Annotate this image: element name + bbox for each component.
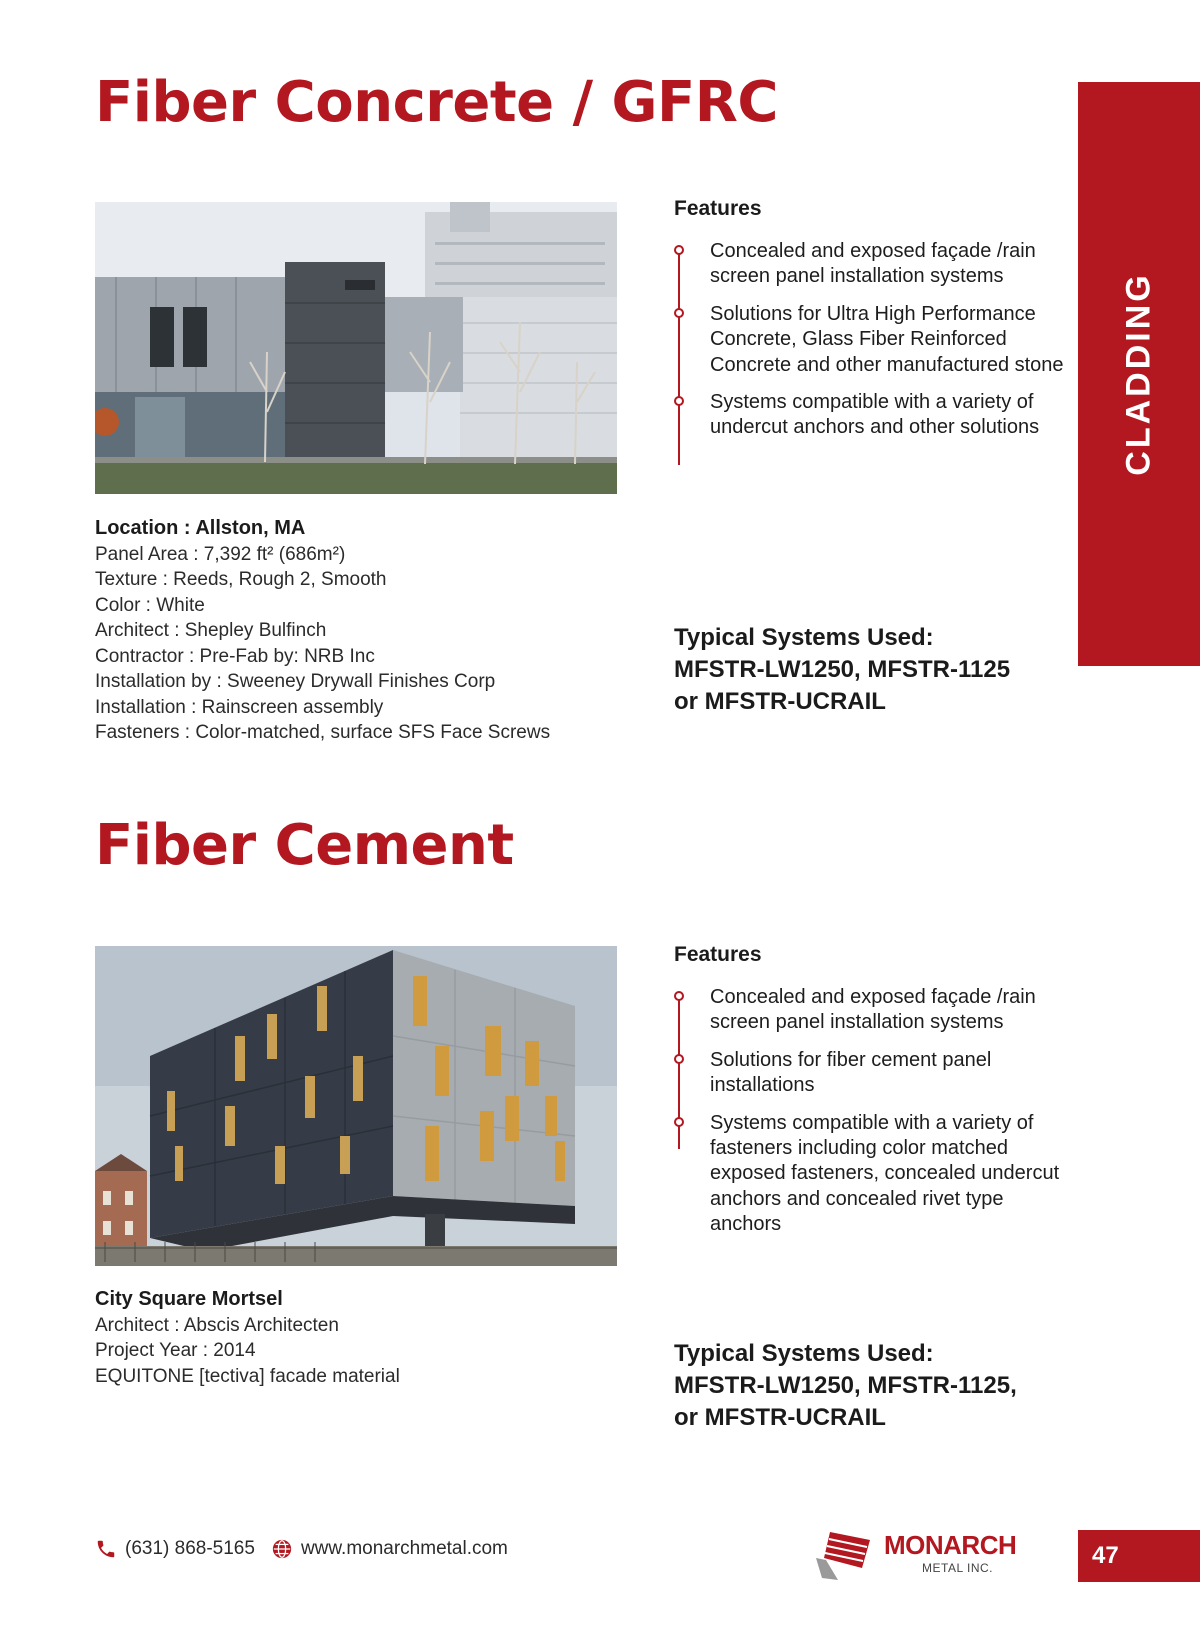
project-detail: Installation : Rainscreen assembly: [95, 696, 384, 718]
fiber-cement-project-name: City Square Mortsel: [95, 1288, 283, 1310]
side-tab-label: CLADDING: [1119, 272, 1158, 476]
fiber-cement-project-photo: [95, 946, 617, 1266]
logo-subtitle: METAL INC.: [922, 1561, 994, 1575]
bullet-dot-icon: [674, 308, 684, 318]
gfrc-project-info: [95, 516, 635, 746]
systems-line: MFSTR-LW1250, MFSTR-1125: [674, 656, 1011, 683]
project-detail: Fasteners : Color-matched, surface SFS Face Screws: [95, 722, 551, 743]
section-side-tab: [1078, 82, 1200, 666]
feature-list: [674, 985, 1074, 1238]
bullet-dot-icon: [674, 396, 684, 406]
page-number: 47: [1078, 1530, 1200, 1582]
monarch-logo: [812, 1528, 1022, 1584]
bullet-dot-icon: [674, 1117, 684, 1127]
feature-item: Systems compatible with a variety of fasteners including color matched exposed fasteners, concealed undercut anchors and concealed rivet type anchors: [674, 1111, 1074, 1238]
phone-icon: [95, 1538, 117, 1560]
section-title-gfrc: Fiber Concrete / GFRC: [95, 70, 778, 135]
gfrc-features: [674, 197, 1074, 453]
feature-item: Solutions for Ultra High Performance Concrete, Glass Fiber Reinforced Concrete and other manufactured stone: [674, 302, 1074, 378]
globe-icon: [271, 1538, 293, 1560]
feature-item: Concealed and exposed façade /rain screen panel installation systems: [674, 239, 1074, 290]
gfrc-project-location: Location : Allston, MA: [95, 517, 306, 539]
footer-website[interactable]: www.monarchmetal.com: [300, 1538, 508, 1559]
systems-line: Typical Systems Used:: [674, 1340, 934, 1367]
features-title: Features: [674, 943, 762, 966]
footer-contact: [95, 1538, 508, 1560]
bullet-dot-icon: [674, 991, 684, 1001]
fiber-cement-project-info: [95, 1287, 635, 1389]
logo-name: MONARCH: [884, 1530, 1017, 1560]
systems-line: or MFSTR-UCRAIL: [674, 688, 886, 715]
fiber-cement-typical-systems: [674, 1338, 1094, 1434]
feature-item: Systems compatible with a variety of undercut anchors and other solutions: [674, 390, 1074, 441]
gfrc-typical-systems: [674, 622, 1094, 718]
bullet-dot-icon: [674, 245, 684, 255]
systems-line: MFSTR-LW1250, MFSTR-1125,: [674, 1372, 1017, 1399]
project-detail: Texture : Reeds, Rough 2, Smooth: [95, 569, 387, 590]
project-detail: Architect : Shepley Bulfinch: [95, 620, 327, 641]
project-detail: Architect : Abscis Architecten: [95, 1314, 339, 1336]
bullet-dot-icon: [674, 1054, 684, 1064]
section-title-fiber-cement: Fiber Cement: [95, 813, 514, 878]
gfrc-project-photo: [95, 202, 617, 494]
monarch-logo-mark-icon: [812, 1528, 882, 1584]
features-title: Features: [674, 197, 762, 220]
footer-phone[interactable]: (631) 868-5165: [125, 1538, 255, 1559]
project-detail: Panel Area : 7,392 ft² (686m²): [95, 543, 346, 565]
feature-item: Solutions for fiber cement panel installations: [674, 1048, 1074, 1099]
feature-item: Concealed and exposed façade /rain screen panel installation systems: [674, 985, 1074, 1036]
project-detail: Project Year : 2014: [95, 1340, 256, 1361]
systems-line: or MFSTR-UCRAIL: [674, 1404, 886, 1431]
systems-line: Typical Systems Used:: [674, 624, 934, 651]
project-detail: Color : White: [95, 594, 205, 616]
project-detail: EQUITONE [tectiva] facade material: [95, 1365, 400, 1387]
fiber-cement-features: [674, 943, 1074, 1250]
feature-list: [674, 239, 1074, 441]
project-detail: Installation by : Sweeney Drywall Finishes Corp: [95, 671, 496, 692]
project-detail: Contractor : Pre-Fab by: NRB Inc: [95, 645, 375, 667]
